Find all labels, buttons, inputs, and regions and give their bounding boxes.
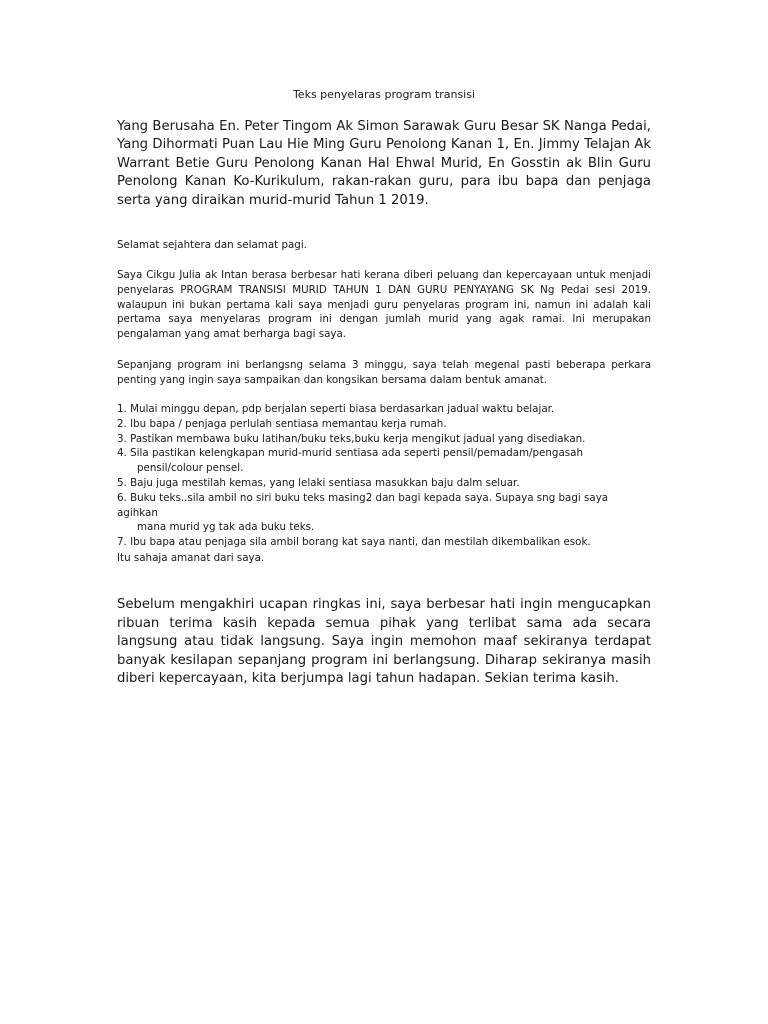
list-item	[117, 402, 651, 417]
list-item-text: 5. Baju juga mestilah kemas, yang lelaki sentiasa masukkan baju dalm seluar.	[117, 476, 520, 489]
body-paragraph-1: Saya Cikgu Julia ak Intan berasa berbesar hati kerana diberi peluang dan kepercayaan untuk menjadi penyelaras PROGRAM TRANSISI MURID TAHUN 1 DAN GURU PENYAYANG SK Ng Pedai sesi 2019. walaupun ini bukan pertama kali saya menjadi guru penyelaras program ini, namun ini adalah kali pertama saya menyelaras program ini dengan jumlah murid yang agak ramai. Ini merupakan pengalaman yang amat berharga bagi saya.	[117, 269, 651, 341]
document-title: Teks penyelaras program transisi	[292, 88, 476, 101]
list-item	[117, 491, 651, 535]
amanat-list	[117, 402, 651, 550]
closing-paragraph: Sebelum mengakhiri ucapan ringkas ini, saya berbesar hati ingin mengucapkan ribuan terima kasih kepada semua pihak yang terlibat sama ada secara langsung atau tidak langsung. Saya ingin memohon maaf sekiranya terdapat banyak kesilapan sepanjang program ini berlangsung. Diharap sekiranya masih diberi kepercayaan, kita berjumpa lagi tahun hadapan. Sekian terima kasih.	[117, 597, 651, 687]
list-item-continuation: pensil/colour pensel.	[137, 462, 244, 475]
list-item-continuation: mana murid yg tak ada buku teks.	[137, 521, 315, 534]
list-item-text: 1. Mulai minggu depan, pdp berjalan seperti biasa berdasarkan jadual waktu belajar.	[117, 403, 555, 415]
list-item	[117, 535, 651, 550]
list-item	[117, 476, 651, 491]
list-item-text: 2. Ibu bapa / penjaga perlulah sentiasa memantau kerja rumah.	[117, 417, 447, 430]
list-item	[117, 446, 651, 476]
list-item-text: 4. Sila pastikan kelengkapan murid-murid sentiasa ada seperti pensil/pemadam/pengasah	[117, 447, 583, 460]
list-item-text: 3. Pastikan membawa buku latihan/buku teks,buku kerja mengikut jadual yang disediakan.	[117, 432, 586, 445]
intro-paragraph: Yang Berusaha En. Peter Tingom Ak Simon Sarawak Guru Besar SK Nanga Pedai, Yang Dihormati Puan Lau Hie Ming Guru Penolong Kanan 1, En. Jimmy Telajan Ak Warrant Betie Guru Penolong Kanan Hal Ehwal Murid, En Gosstin ak Blin Guru Penolong Kanan Ko-Kurikulum, rakan-rakan guru, para ibu bapa dan penjaga serta yang diraikan murid-murid Tahun 1 2019.	[117, 119, 651, 208]
list-item-text: 7. Ibu bapa atau penjaga sila ambil borang kat saya nanti, dan mestilah dikembalikan esok.	[117, 536, 591, 549]
body-paragraph-2: Sepanjang program ini berlangsng selama 3 minggu, saya telah megenal pasti beberapa perkara penting yang ingin saya sampaikan dan kongsikan bersama dalam bentuk amanat.	[117, 359, 651, 386]
list-item	[117, 432, 651, 447]
amanat-closing-line: Itu sahaja amanat dari saya.	[117, 552, 265, 564]
list-item	[117, 417, 651, 432]
list-item-text: 6. Buku teks..sila ambil no siri buku teks masing2 dan bagi kepada saya. Supaya sng bagi saya agihkan	[117, 491, 609, 519]
greeting-paragraph: Selamat sejahtera dan selamat pagi.	[117, 239, 307, 251]
